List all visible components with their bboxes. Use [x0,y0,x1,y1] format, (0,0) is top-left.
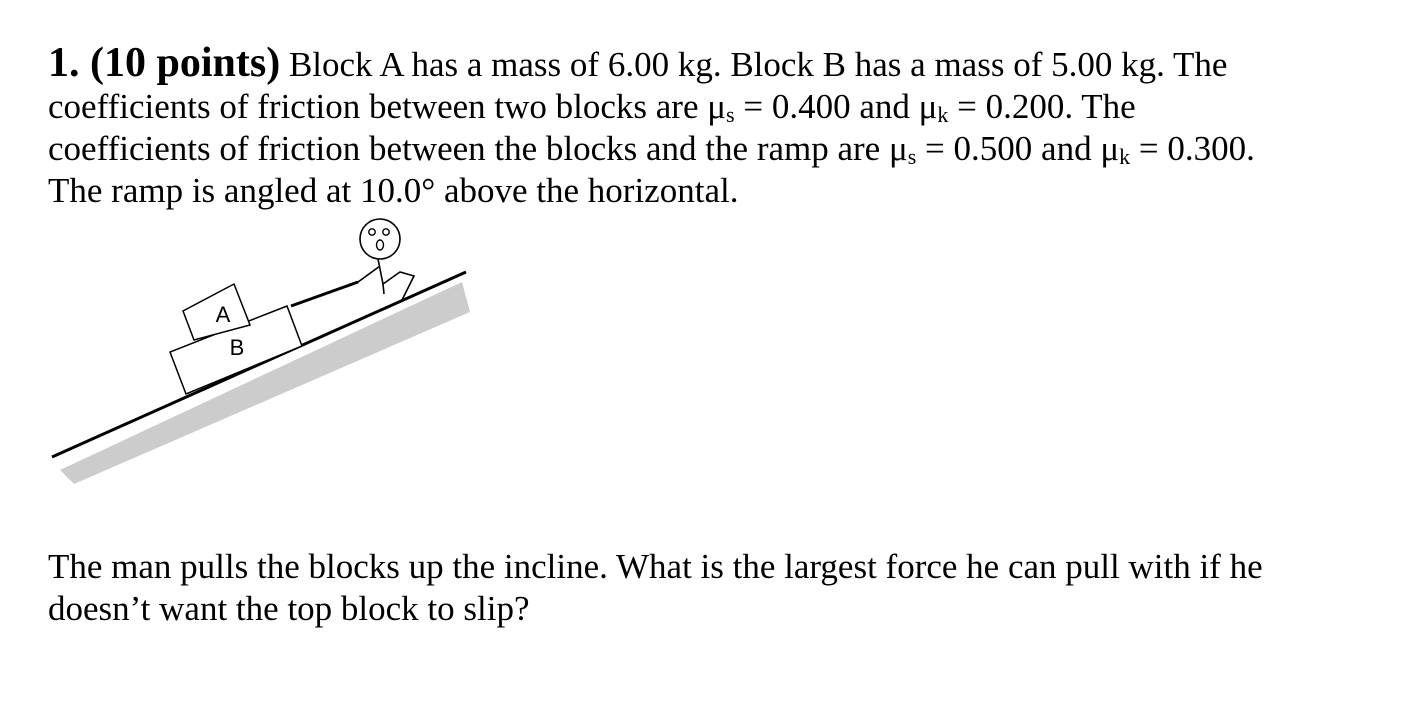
text-segment: = 0.300. [1130,129,1255,168]
text-segment: = 0.400 and μ [734,87,938,126]
text-segment: = 0.200. The [948,87,1136,126]
ramp-shadow [60,282,470,484]
man-head [360,219,400,259]
man-figure [346,219,414,300]
subscript-k: k [937,102,949,127]
text-segment: = 0.500 and μ [916,129,1120,168]
block-b-label: B [229,335,245,360]
text-segment: coefficients of friction between the blocks and the ramp are μ [48,129,908,168]
question-line-1: The man pulls the blocks up the incline. What is the largest force he can pull with if he [48,547,1263,586]
subscript-s: s [726,102,735,127]
subscript-k: k [1119,144,1131,169]
text-segment: coefficients of friction between two blocks are μ [48,87,727,126]
man-eye-right [383,229,389,235]
block-a-label: A [215,302,231,327]
question-line-2: doesn’t want the top block to slip? [48,589,530,628]
man-face [369,229,389,250]
man-mouth [377,240,384,250]
man-leg-back [383,284,384,294]
problem-line-4: The ramp is angled at 10.0° above the horizontal. [48,171,739,210]
question [48,546,1348,630]
problem-number: 1. (10 points) [48,40,281,86]
man-eye-left [369,229,375,235]
subscript-s: s [907,144,917,169]
man-body [378,259,383,284]
problem-text-line-1: Block A has a mass of 6.00 kg. Block B has a mass of 5.00 kg. The [288,45,1228,84]
